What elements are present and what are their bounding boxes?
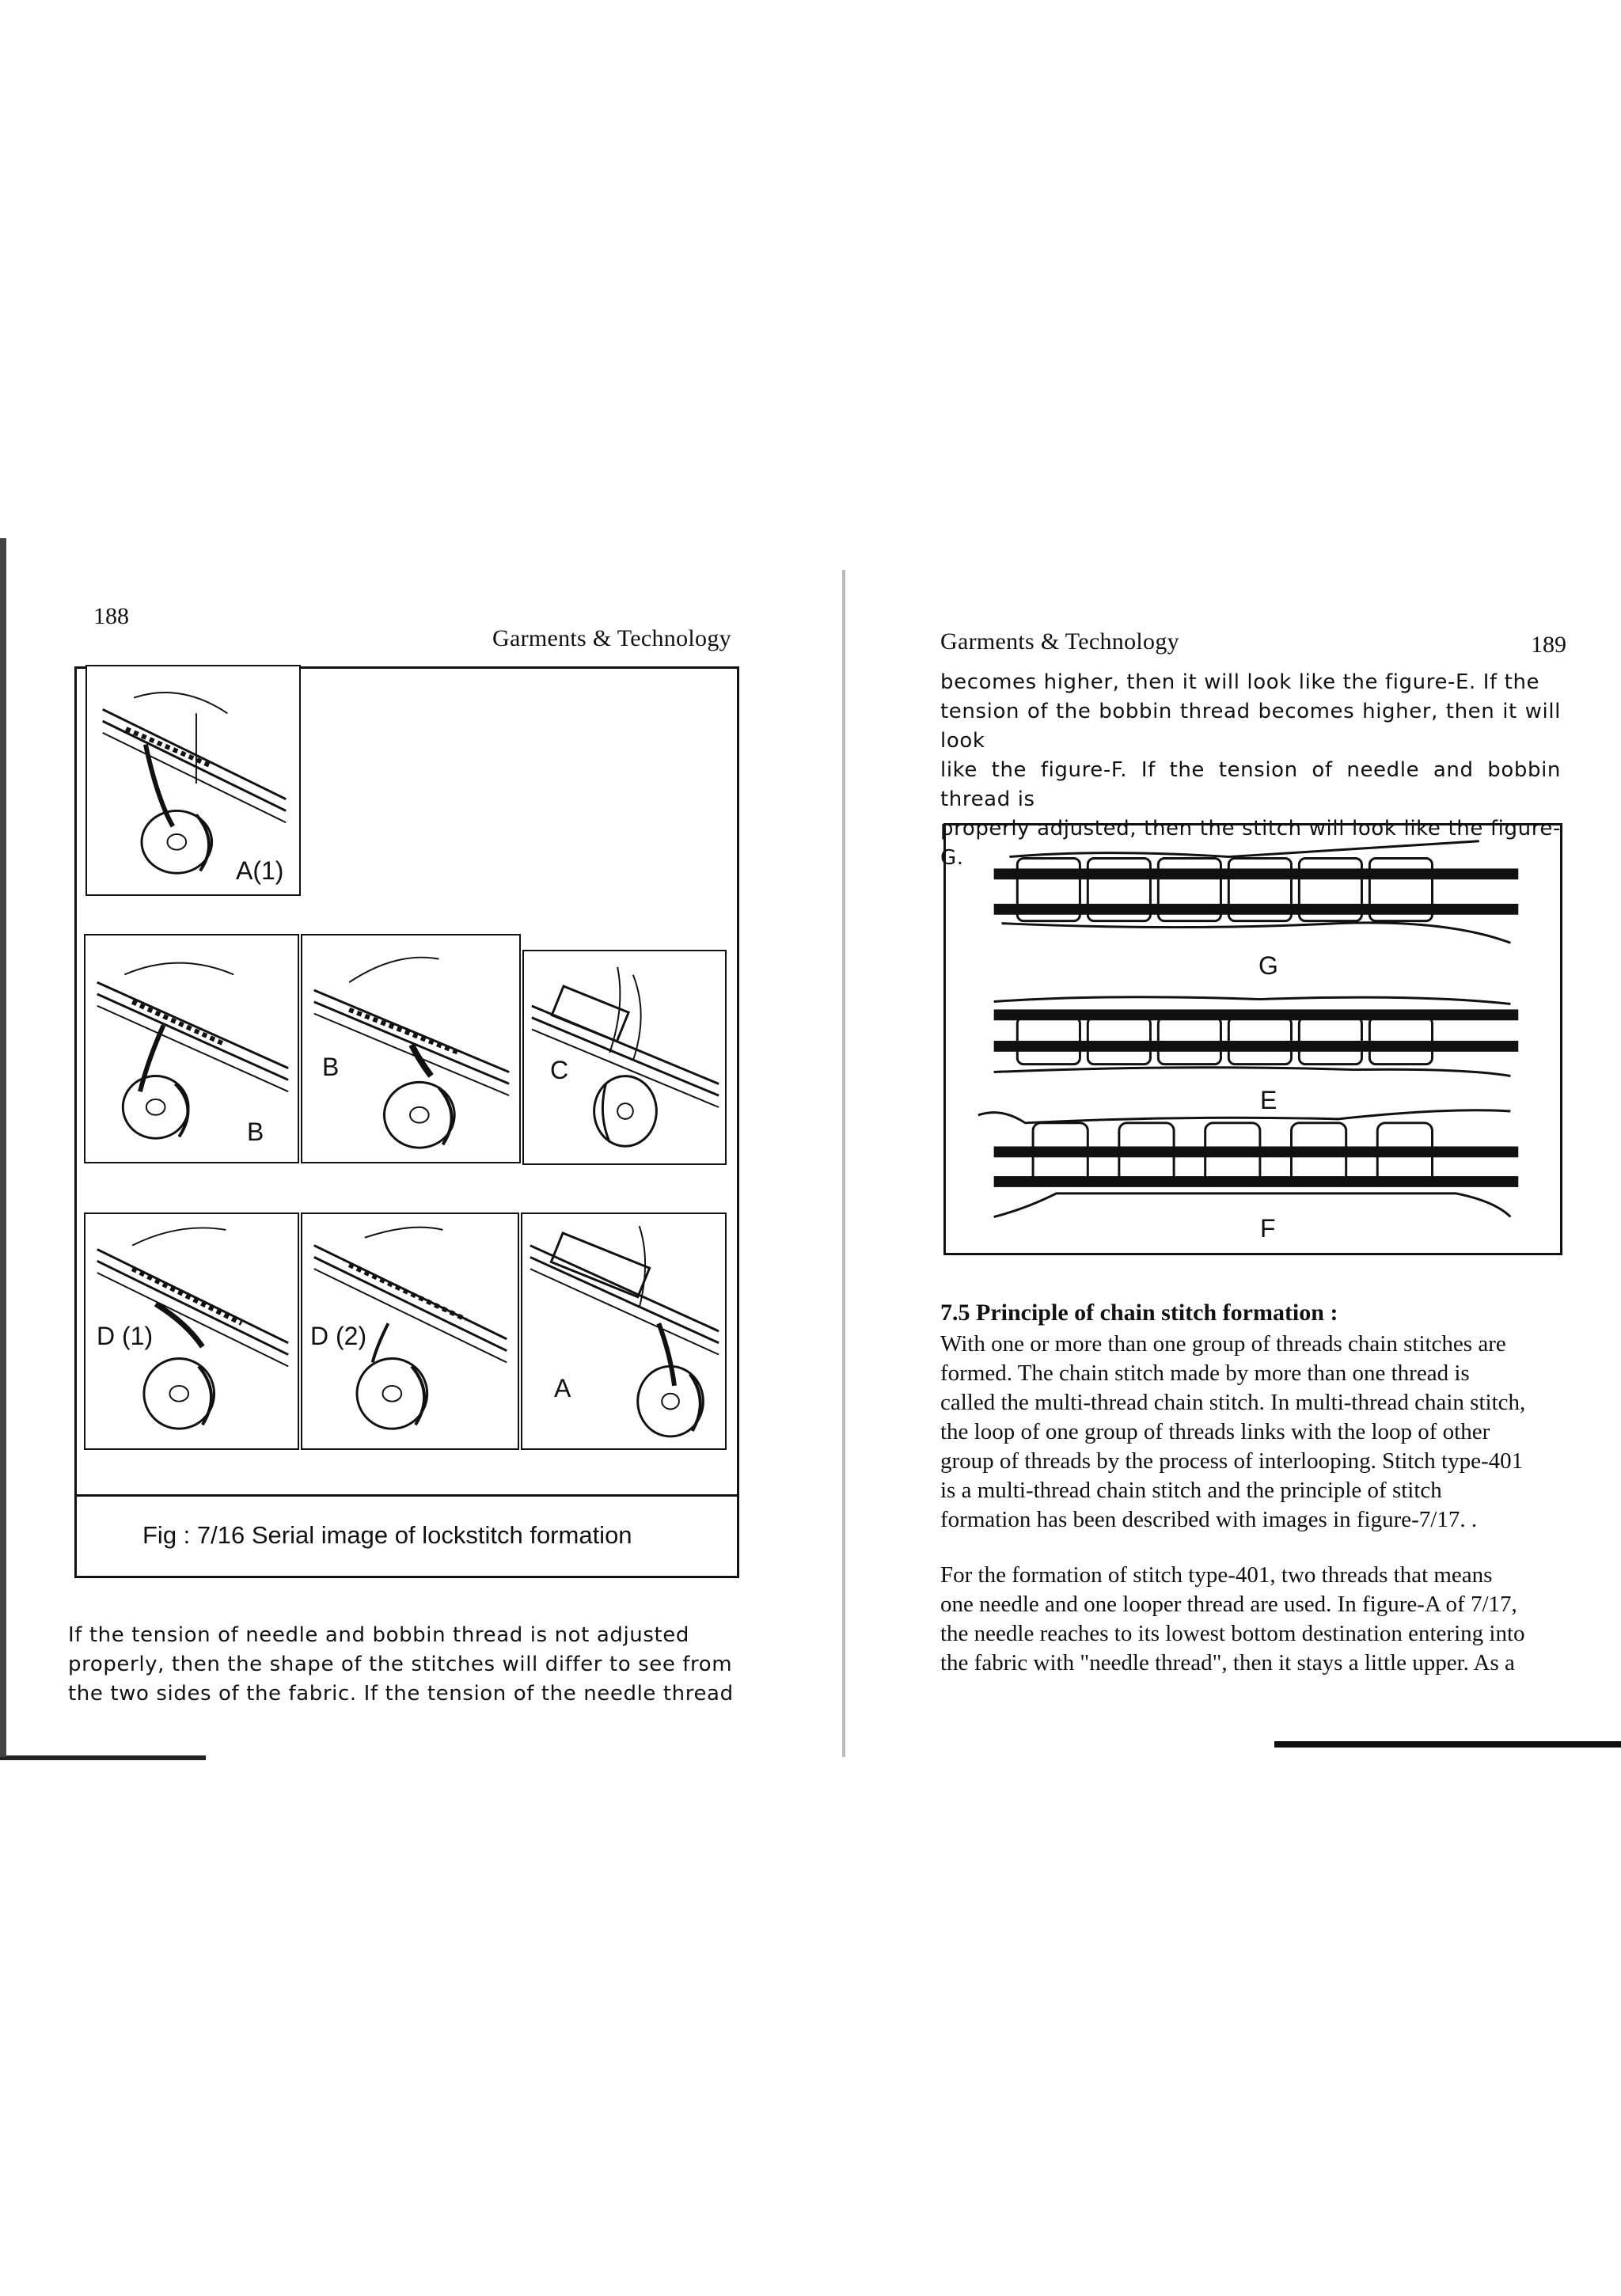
section-heading: 7.5 Principle of chain stitch formation :: [940, 1300, 1338, 1326]
right-bottom-edge: [1274, 1741, 1621, 1748]
last-paragraph: [940, 1561, 1574, 1678]
panel-label-c: C: [550, 1056, 569, 1084]
figure-label-g: G: [1258, 951, 1278, 980]
running-head-right: Garments & Technology: [940, 628, 1179, 655]
running-head-left: Garments & Technology: [492, 625, 731, 651]
section-line: called the multi-thread chain stitch. In multi-thread chain stitch,: [940, 1390, 1526, 1415]
panel-label-a: A: [554, 1374, 571, 1402]
panel-b-illustration: [84, 934, 299, 1163]
lockstitch-sketch-a: [522, 1214, 725, 1448]
page-number-right: 189: [1531, 632, 1566, 658]
panel-label-d2: D (2): [310, 1322, 367, 1350]
section-paragraph: [940, 1330, 1574, 1535]
section-line: group of threads by the process of interlooping. Stitch type-401: [940, 1448, 1524, 1474]
section-line: is a multi-thread chain stitch and the principle of stitch: [940, 1478, 1442, 1503]
left-page-edge: [0, 538, 6, 1757]
intro-line: properly adjusted, then the stitch will look like the figure-G.: [940, 817, 1561, 870]
left-paragraph-line: the two sides of the fabric. If the tension of the needle thread: [68, 1682, 734, 1706]
stitch-tension-diagram: [946, 825, 1560, 1253]
last-line: one needle and one looper thread are used. In figure-A of 7/17,: [940, 1592, 1517, 1617]
last-line: the fabric with "needle thread", then it stays a little upper. As a: [940, 1650, 1515, 1676]
book-gutter: [842, 570, 845, 1757]
panel-a-illustration: [521, 1213, 727, 1450]
caption-divider: [76, 1494, 738, 1497]
figure-label-f: F: [1260, 1214, 1276, 1243]
left-edge-shadow: [0, 1755, 206, 1760]
panel-label-a1: A(1): [236, 856, 284, 885]
intro-line: like the figure-F. If the tension of needle and bobbin thread is: [940, 758, 1561, 811]
last-line: For the formation of stitch type-401, two threads that means: [940, 1562, 1493, 1588]
section-line: the loop of one group of threads links with the loop of other: [940, 1419, 1490, 1444]
left-paragraph: [68, 1621, 742, 1709]
left-paragraph-line: properly, then the shape of the stitches will differ to see from: [68, 1653, 733, 1676]
lockstitch-sketch-b2: [302, 935, 519, 1162]
intro-line: becomes higher, then it will look like the figure-E. If the: [940, 670, 1540, 694]
stitch-tension-figure: [943, 823, 1562, 1255]
figure-caption: Fig : 7/16 Serial image of lockstitch formation: [142, 1521, 632, 1549]
section-line: formed. The chain stitch made by more than one thread is: [940, 1361, 1470, 1386]
last-line: the needle reaches to its lowest bottom destination entering into: [940, 1621, 1525, 1646]
figure-label-e: E: [1260, 1086, 1277, 1114]
panel-label-b-inner: B: [322, 1053, 340, 1081]
left-paragraph-line: If the tension of needle and bobbin thread is not adjusted: [68, 1623, 690, 1647]
section-line: formation has been described with images in figure-7/17. .: [940, 1507, 1478, 1532]
section-line: With one or more than one group of threads chain stitches are: [940, 1331, 1506, 1357]
lockstitch-sketch-b: [85, 935, 298, 1162]
panel-label-b-row2: B: [247, 1118, 264, 1146]
panel-label-d1: D (1): [97, 1322, 154, 1350]
intro-line: tension of the bobbin thread becomes higher, then it will look: [940, 700, 1561, 753]
page-number-left: 188: [93, 603, 129, 629]
panel-b2-illustration: [301, 934, 521, 1163]
